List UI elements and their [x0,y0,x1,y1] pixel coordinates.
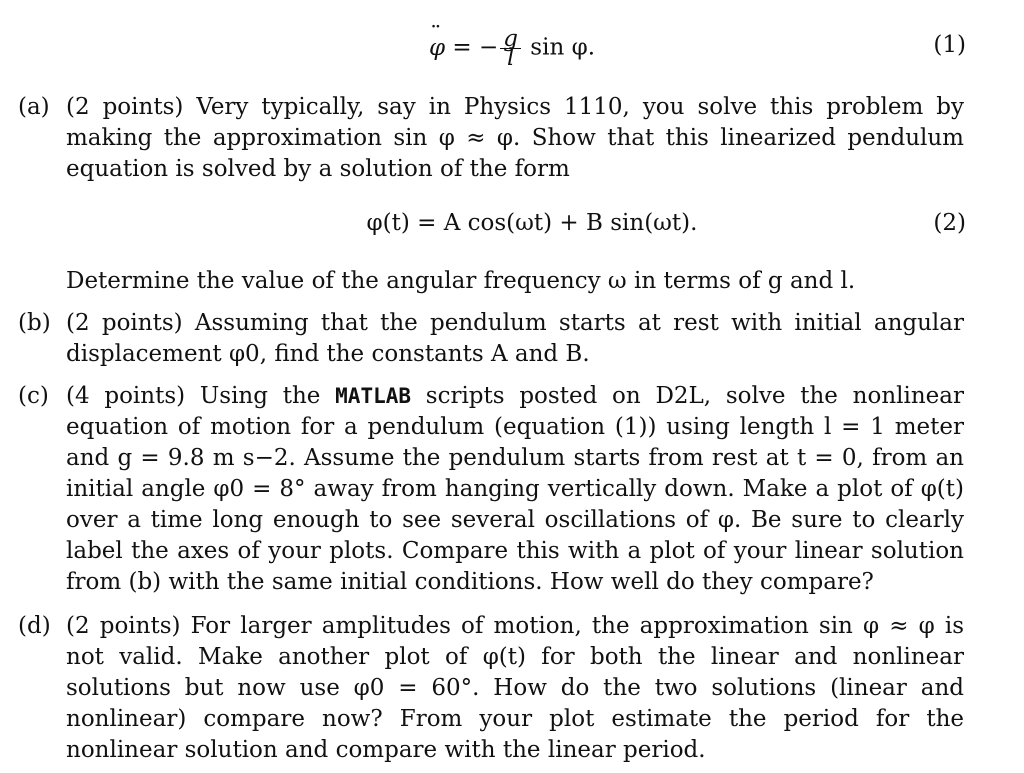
eq1-frac-num: g [500,30,521,49]
item-c-code: MATLAB [335,384,412,408]
item-d-text: (2 points) For larger amplitudes of motion, the approximation sin φ ≈ φ is not valid. Make another plot of φ(t) for both the linear and nonlinear solutions but now use φ0 = 60°. How do the two solutions (linear and nonlinear) compare now? From your plot estimate the period for the nonlinear solution and compare with the linear period. [66,613,964,763]
eq1-number: (1) [933,32,966,58]
item-a-label: (a) [18,94,50,120]
eq2-number: (2) [933,210,966,236]
eq1-equals: = − [445,34,499,61]
eq1-fraction [500,26,521,71]
eq2-body: φ(t) = A cos(ωt) + B sin(ωt). [366,210,698,236]
item-a-followup: Determine the value of the angular frequency ω in terms of g and l. [66,268,856,294]
item-c-text-2: scripts posted on D2L, solve the nonlinear equation of motion for a pendulum (equation (1)) using length l = 1 meter and g = 9.8 m s−2. Assume the pendulum starts from rest at t = 0, from an initial angle φ0 = 8° away from hanging vertically down. Make a plot of φ(t) over a time long enough to see several oscillations of φ. Be sure to clearly label the axes of your plots. Compare this with a plot of your linear solution from (b) with the same initial conditions. How well do they compare? [66,383,964,595]
item-b-text: (2 points) Assuming that the pendulum starts at rest with initial angular displacement φ0, find the constants A and B. [66,310,964,367]
item-a-text: (2 points) Very typically, say in Physics 1110, you solve this problem by making the approximation sin φ ≈ φ. Show that this linearized pendulum equation is solved by a solution of the form [66,94,964,182]
equation-2 [0,196,1024,256]
eq1-frac-den: l [506,45,515,71]
item-c-label: (c) [18,383,49,409]
item-c-text-1: (4 points) Using the [66,383,336,409]
item-d-label: (d) [18,613,51,639]
item-c-text [66,381,964,598]
item-b-label: (b) [18,310,51,336]
eq1-lhs: ¨ φ [429,33,445,64]
eq1-rhs: sin φ. [523,34,596,61]
equation-1 [0,18,1024,78]
